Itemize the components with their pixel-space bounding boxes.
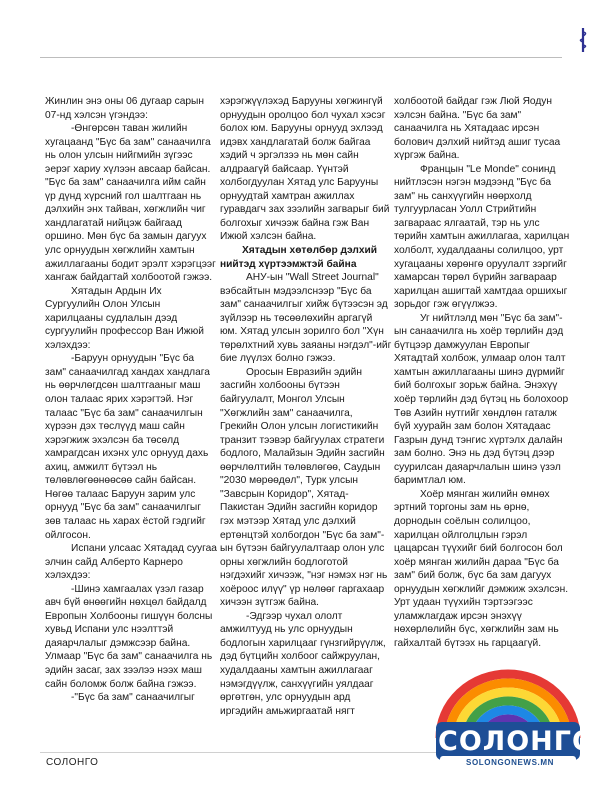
article-paragraph: холбоотой байдаг гэж Люй Яодун хэлсэн байна. "Бүс ба зам" санаачилга нь Хятадаас ирсэн болович дэлхий нийтэд ашиг тусаа хүргэж байна. [394, 96, 561, 162]
article-paragraph: -Баруун орнуудын "Бүс ба зам" санаачилгад хандах хандлага нь өөрчлөгдсөн шалтгааныг маш олон талаас ярих хэрэгтэй. Нэг талаас "Бүс ба зам" санаачилгын хүрээн дэх төслүүд маш сайн хэрэгжиж эхэлсэн ба төсөлд хамрагдсан ихэнх улс орнууд дахь ахиц, амжилт бүтээл нь төлөвлөгөөнөөсөө сайн байсан. Нөгөө талаас Баруун зарим улс орнууд "Бүс ба зам" санаачилгыг зөв талаас нь харах ёстой гэдгийг ойлгосон. [45, 353, 210, 541]
article-paragraph: Оросын Евразийн эдийн засгийн холбооны бүтээн байгуулалт, Монгол Улсын "Хөгжлийн зам" санаачилга, Грекийн Олон улсын логистикийн транзит тээвэр байгуулах стратеги бодлого, Малайзын Эдийн засгийн өөрчлөлтийн төлөвлөгөө, Саудын "2030 мөрөөдөл", Турк улсын "Завсрын Коридор", Хятад-Пакистан Эдийн засгийн коридор гэх мэтээр Хятад улс дэлхий ертөнцтэй холбогдон "Бүс ба зам"-ын бүтээн байгуулалтаар олон улс орны хөгжлийн бодлоготой нэгдэхийг хичээж, "нэг нэмэх нэг нь хоёроос илүү" үр нөлөөг гаргахаар хичээн зүтгэж байна. [220, 366, 388, 609]
article-paragraph: Хятадын Ардын Их Сургуулийн Олон Улсын харилцааны судлалын дээд сургуулийн профессор Ван Ижюй хэлэхдээ: [45, 285, 204, 351]
logo-website: SOLONGONEWS.MN [466, 758, 554, 767]
text-column-1 [45, 95, 217, 705]
article-subheading: Хятадын хөтөлбөр дэлхий нийтэд хүртээмжтэй байна [220, 245, 378, 270]
text-column-3 [394, 95, 570, 650]
article-paragraph: Уг нийтлэлд мөн "Бүс ба зам"-ын санаачилга нь хоёр төрлийн дэд бүтцээр дамжуулан Европыг Хятадтай холбож, улмаар олон талт хамтын ажиллагааны шинэ дүрмийг бий болгохыг зорьж байна. Энэхүү хоёр төрлийн дэд бүтэц нь болохоор Төв Азийн нутгийг хөндлөн гаталж бүй хуурайн зам болон Хятадаас Газрын дунд тэнгис хүртэлх далайн зам болно. Энэ нь дэд бүтэц дээр суурилсан даяарчлалын шинэ үзэл баримтлал юм. [394, 312, 569, 487]
article-paragraph: Хоёр мянган жилийн өмнөх эртний торгоны зам нь өрнө, дорнодын соёлын солилцоо, харилцан ойлголцлын гэрэл цацарсан түүхийг бий болгосон бол хоёр мянган жилийн дараа "Бүс ба зам" бий болж, бүс ба зам дагуух орнуудын хөгжлийг дэмжиж эхэлсэн. Урт удаан түүхийн тэртээгээс уламжлагдаж ирсэн энэхүү нөхөрлөлийн бүс, хөгжлийн зам нь гайхалтай бүтээх нь гарцаагүй. [394, 488, 569, 649]
article-paragraph: -"Бүс ба зам" санаачилгыг [71, 692, 195, 704]
article-paragraph: Францын "Le Monde" сонинд нийтлэсэн нэгэн мэдээнд "Бүс ба зам" нь санхүүгийн нөөрхолд тулгуурласан Уолл Стрийтийн загвараас ялгаатай, тэр нь улс төрийн хамтын ажиллагаа, харилцан холболт, худалдааны солилцоо, урт хугацааны хөрөнгө оруулалт зэргийг хамарсан төрөл бүрийн загвараар харилцан ашигтай хамтдаа оршихыг зорьдог гэж өгүүлжээ. [394, 163, 570, 311]
article-paragraph: Жинлин энэ оны 06 дугаар сарын 07-нд хэлсэн үгэндээ: [45, 96, 205, 121]
article-paragraph: -Өнгөрсөн таван жилийн хугацаанд "Бүс ба зам" санаачилга нь олон улсын нийгмийн зүгээс эерэг хариу хүлээн авсаар байсан. "Бүс ба зам" санаачилга ийм сайн үр дүнд хүрсний гол шалтгаан нь дэлхийн энх тайван, хөгжлийн чиг хандлагатай нийцэж байгаад оршино. Мөн бүс ба замын дагуух улс орнуудын хөгжлийн хамтын ажиллагааны бодит эрэлт хэрэгцээг хангаж байдагтай холбоотой гэжээ. [45, 123, 216, 284]
text-column-2 [220, 95, 392, 718]
footer-magazine-name: СОЛОНГО [46, 757, 99, 768]
article-paragraph: хэрэгжүүлэхэд Барууны хөгжингүй орнуудын оролцоо бол чухал хэсэг болох юм. Барууны орнууд эхлээд идэвх хандлагатай болж байгаа хэдий ч эргэлзээ нь мөн сайн алдраагүй байсаар. Үүнтэй холбогдуулан Хятад улс Барууны орнуудтай хамтран ажиллах гуравдагч зах зээлийн загварыг бий болгохыг хичээж байна гэж Ван Ижюй хэлсэн байна. [220, 96, 390, 243]
article-paragraph: -Эдгээр чухал ололт амжилтууд нь улс орнуудын бодлогын харилцааг гүнзгийрүүлж, дэд бүтцийн холбоог сайжруулан, худалдааны хамтын ажиллагааг нэмэгдүүлж, санхүүгийн уялдааг өргөтгөн, улс орнуудын ард иргэдийн амьжиргаатай нягт [220, 610, 386, 717]
logo-wordmark: СОЛОНГО [438, 726, 596, 757]
header-divider [40, 57, 562, 58]
article-paragraph: Испани улсаас Хятадад суугаа элчин сайд Алберто Карнеро хэлэхдээ: [45, 543, 217, 582]
article-paragraph: -Шинэ хамгаалах үзэл газар авч бүй өнөөгийн нөхцөл байдалд Европын Холбооны гишүүн болсны хувьд Испани улс нээлттэй даяарчлалыг дэмжсээр байна. Улмаар "Бүс ба зам" санаачилга нь эдийн засаг, зах зээлээ нээх маш сайн боломж болж байна гэжээ. [45, 583, 213, 690]
article-paragraph: АНУ-ын "Wall Street Journal" вэбсайтын мэдээлснээр "Бүс ба зам" санаачилгыг хийж бүтээсэн эд зүйлээр нь төсөөлөхийн аргагүй юм. Хятад улсын зорилго бол "Хүн төрөлхтний хувь заяаны нэгдэл"-ийг бие лүүлэх болно гэжээ. [220, 272, 392, 365]
vertical-mongolian-script-logo [572, 26, 594, 54]
